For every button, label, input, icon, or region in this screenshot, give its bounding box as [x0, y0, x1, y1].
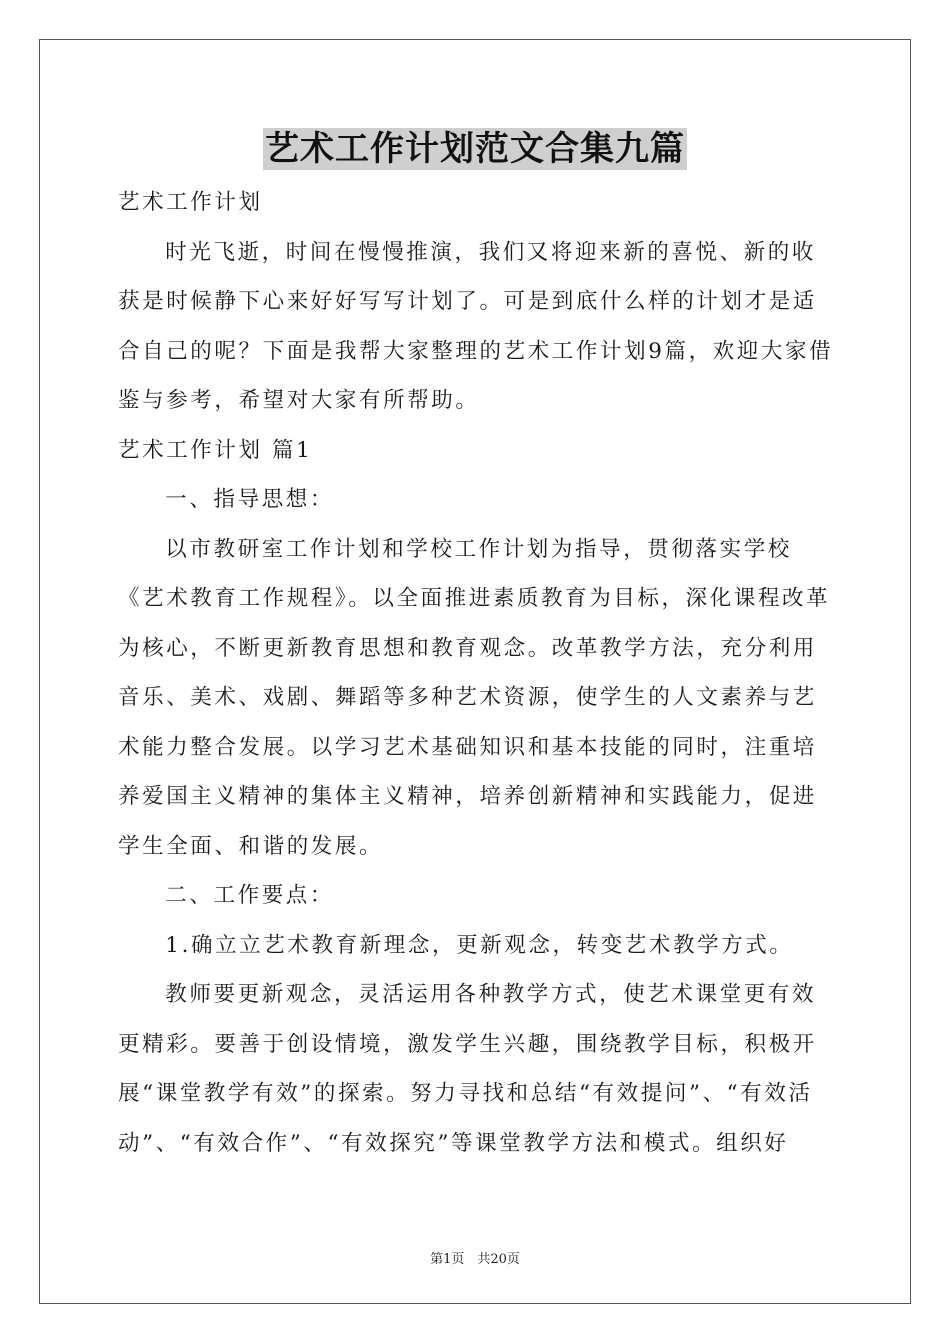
title-container — [0, 128, 950, 170]
guiding-idea-paragraph: 以市教研室工作计划和学校工作计划为指导，贯彻落实学校《艺术教育工作规程》。以全面推进素质教育为目标，深化课程改革为核心，不断更新教育思想和教育观念。改革教学方法，充分利用音乐、美术、戏剧、舞蹈等多种艺术资源，使学生的人文素养与艺术能力整合发展。以学习艺术基础知识和基本技能的同时，注重培养爱国主义精神的集体主义精神，培养创新精神和实践能力，促进学生全面、和谐的发展。 — [118, 536, 831, 859]
document-title: 艺术工作计划范文合集九篇 — [265, 129, 685, 169]
work-point-paragraph: 教师要更新观念，灵活运用各种教学方式，使艺术课堂更有效更精彩。要善于创设情境，激发学生兴趣，围绕教学目标，积极开展“课堂教学有效”的探索。努力寻找和总结“有效提问”、“有效活动”、“有效合作”、“有效探究”等课堂教学方法和模式。组织好 — [118, 982, 817, 1156]
section-heading: 艺术工作计划 — [118, 190, 263, 215]
chapter-heading: 艺术工作计划 篇1 — [118, 437, 313, 463]
document-body — [118, 178, 834, 1168]
work-point-item: 1.确立立艺术教育新理念，更新观念，转变艺术教学方式。 — [165, 932, 794, 958]
intro-paragraph: 时光飞逝，时间在慢慢推演，我们又将迎来新的喜悦、新的收获是时候静下心来好好写写计划了。可是到底什么样的计划才是适合自己的呢？下面是我帮大家整理的艺术工作计划9篇，欢迎大家借鉴与参考，希望对大家有所帮助。 — [118, 239, 834, 413]
subsection-heading-work-points: 二、工作要点： — [165, 883, 334, 908]
subsection-heading-guiding-idea: 一、指导思想： — [165, 487, 334, 512]
page-number-footer: 第1页 共20页 — [430, 1252, 520, 1267]
